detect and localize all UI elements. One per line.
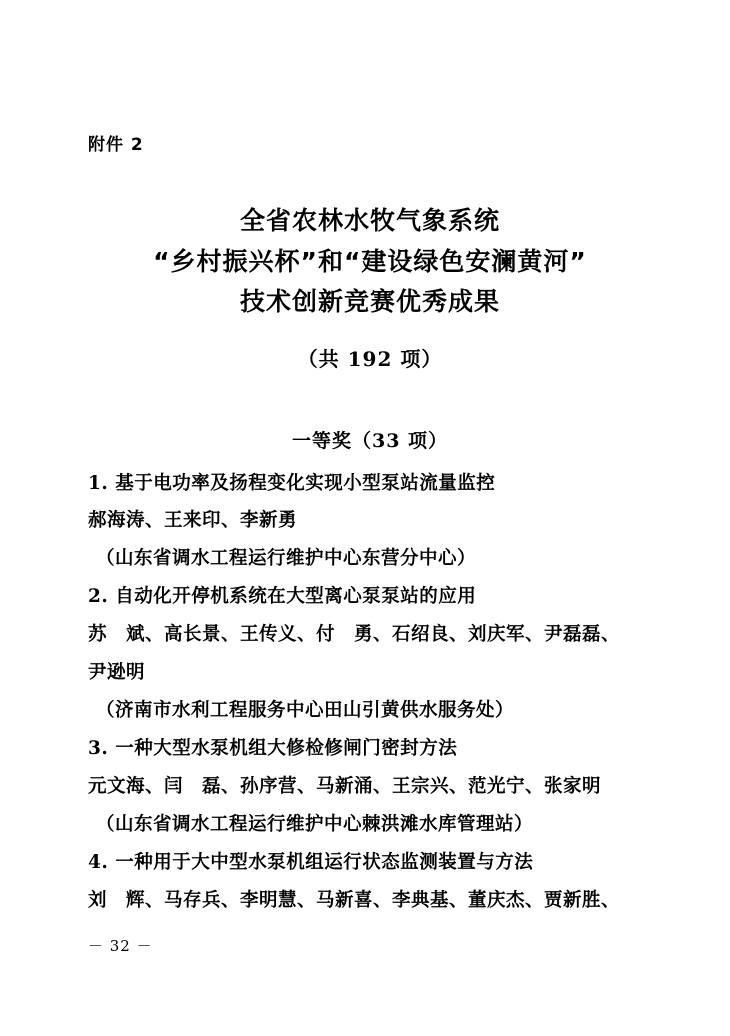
entry-authors: 苏 斌、高长景、王传义、付 勇、石绍良、刘庆军、尹磊磊、 (88, 624, 621, 646)
award-section-heading: 一等奖（33 项） (291, 429, 449, 452)
attachment-label: 附件 2 (88, 135, 144, 155)
entry-authors: 元文海、闫 磊、孙序营、马新涌、王宗兴、范光宁、张家明 (88, 775, 602, 797)
page-number: － 32 － (88, 937, 153, 955)
title-line-1: 全省农林水牧气象系统 (239, 206, 500, 235)
entry-title: 1. 基于电功率及扬程变化实现小型泵站流量监控 (88, 472, 496, 494)
entry-organization: （山东省调水工程运行维护中心东营分中心） (96, 548, 477, 570)
page-title (88, 201, 652, 323)
document-subtitle: （共 192 项） (297, 346, 443, 371)
entry-list (88, 465, 652, 920)
entry-organization: （山东省调水工程运行维护中心棘洪滩水库管理站） (96, 813, 534, 835)
title-line-3: 技术创新竞赛优秀成果 (239, 287, 500, 316)
entry-authors: 刘 辉、马存兵、李明慧、马新喜、李典基、董庆杰、贾新胜、 (88, 889, 621, 911)
entry-authors: 郝海涛、王来印、李新勇 (88, 510, 298, 532)
entry-authors-cont: 尹逊明 (88, 662, 146, 684)
entry-title: 4. 一种用于大中型水泵机组运行状态监测装置与方法 (88, 851, 534, 873)
entry-organization: （济南市水利工程服务中心田山引黄供水服务处） (96, 700, 515, 722)
title-line-2: “乡村振兴杯”和“建设绿色安澜黄河” (153, 246, 587, 276)
entry-title: 3. 一种大型水泵机组大修检修闸门密封方法 (88, 737, 458, 759)
entry-title: 2. 自动化开停机系统在大型离心泵泵站的应用 (88, 586, 477, 608)
